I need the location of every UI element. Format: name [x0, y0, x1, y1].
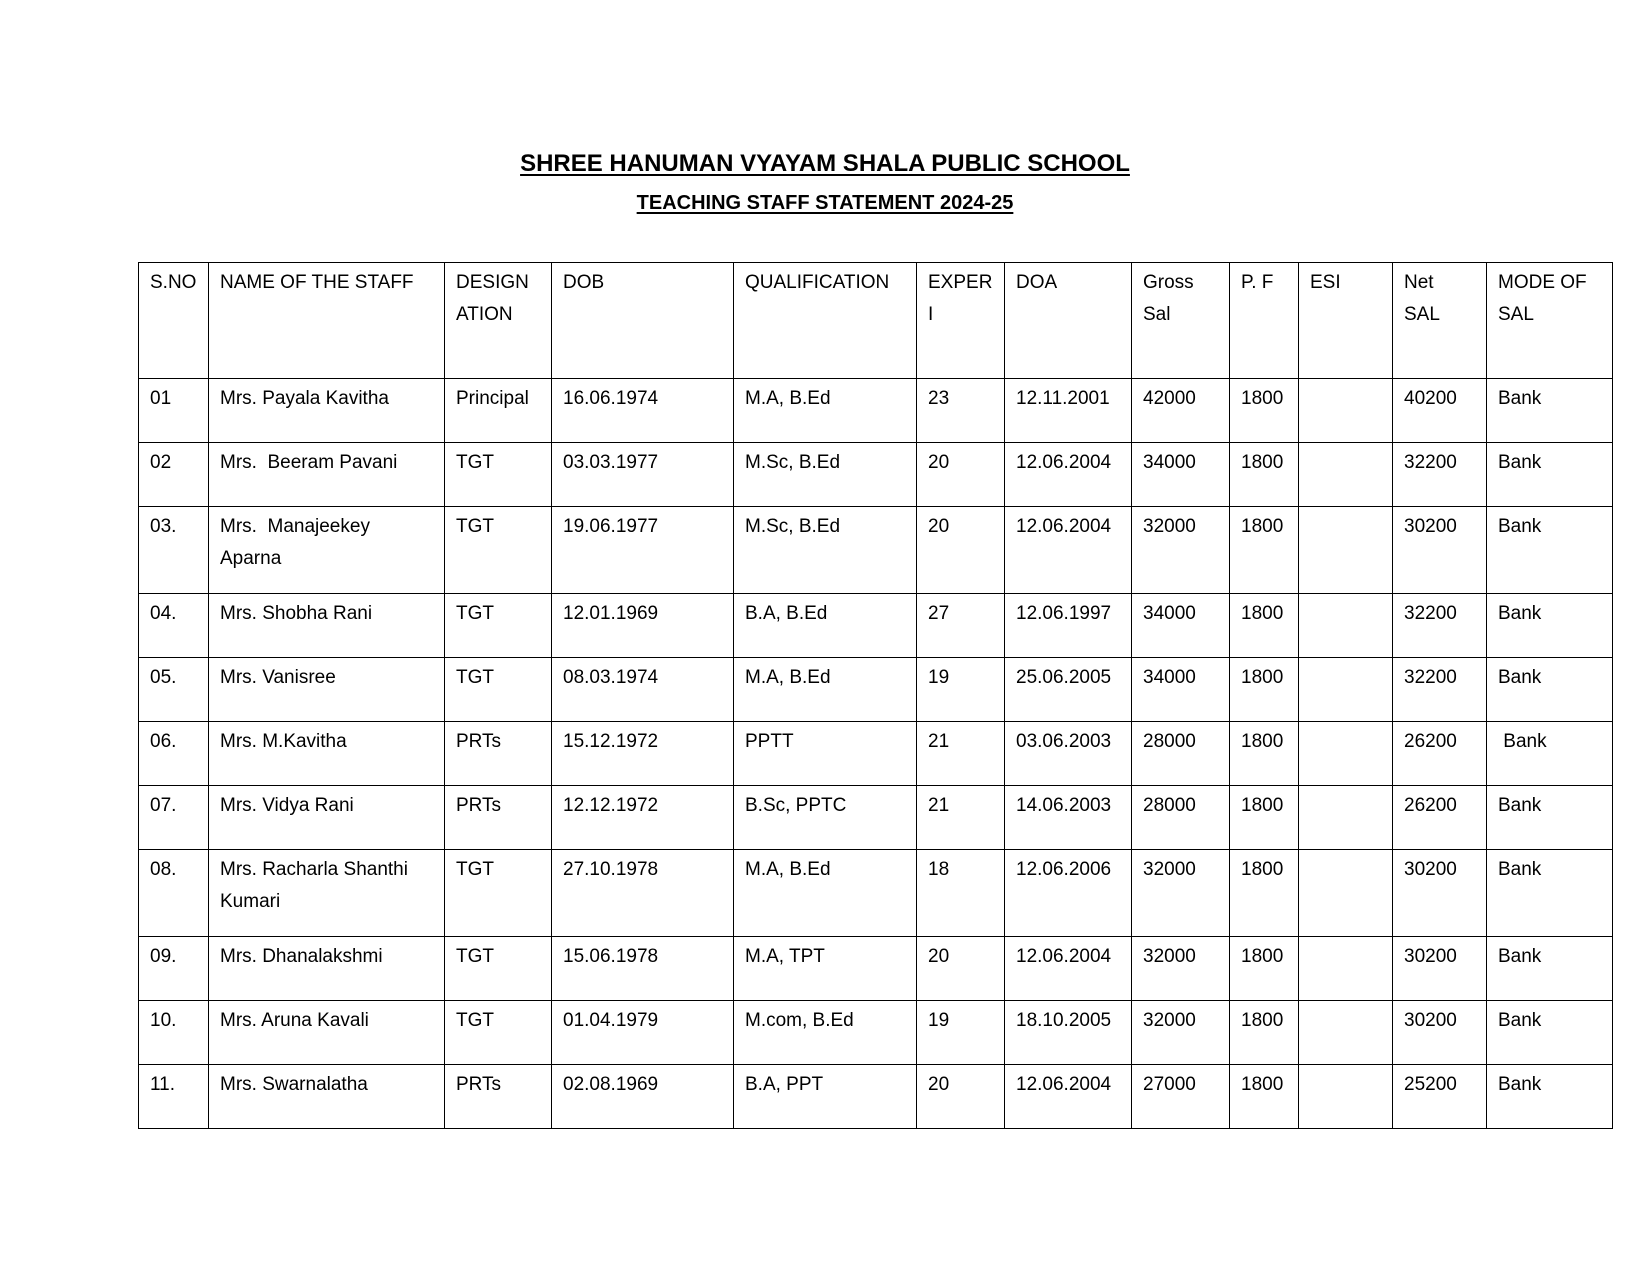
- cell-gross-sal: 27000: [1132, 1065, 1230, 1129]
- cell-name: Mrs. Vidya Rani: [209, 786, 445, 850]
- cell-mode-of-sal: Bank: [1487, 594, 1613, 658]
- cell-net-sal: 25200: [1393, 1065, 1487, 1129]
- cell-mode-of-sal: Bank: [1487, 658, 1613, 722]
- cell-experience: 18: [917, 850, 1005, 937]
- cell-mode-of-sal: Bank: [1487, 937, 1613, 1001]
- table-row: [139, 1065, 1613, 1129]
- cell-dob: 08.03.1974: [552, 658, 734, 722]
- cell-sno: 10.: [139, 1001, 209, 1065]
- staff-table: [138, 262, 1613, 1129]
- cell-esi: [1299, 786, 1393, 850]
- cell-qualification: M.Sc, B.Ed: [734, 507, 917, 594]
- cell-pf: 1800: [1230, 507, 1299, 594]
- cell-experience: 20: [917, 937, 1005, 1001]
- cell-sno: 01: [139, 379, 209, 443]
- cell-gross-sal: 34000: [1132, 658, 1230, 722]
- header-dob: DOB: [552, 263, 734, 379]
- cell-net-sal: 26200: [1393, 786, 1487, 850]
- cell-sno: 09.: [139, 937, 209, 1001]
- table-row: [139, 722, 1613, 786]
- cell-pf: 1800: [1230, 1001, 1299, 1065]
- header-name: NAME OF THE STAFF: [209, 263, 445, 379]
- cell-sno: 08.: [139, 850, 209, 937]
- cell-pf: 1800: [1230, 658, 1299, 722]
- table-body: [139, 379, 1613, 1129]
- cell-designation: PRTs: [445, 722, 552, 786]
- cell-pf: 1800: [1230, 786, 1299, 850]
- cell-doa: 14.06.2003: [1005, 786, 1132, 850]
- cell-net-sal: 32200: [1393, 594, 1487, 658]
- cell-experience: 20: [917, 1065, 1005, 1129]
- cell-gross-sal: 32000: [1132, 1001, 1230, 1065]
- cell-dob: 02.08.1969: [552, 1065, 734, 1129]
- cell-doa: 12.11.2001: [1005, 379, 1132, 443]
- cell-esi: [1299, 937, 1393, 1001]
- cell-name: Mrs. Payala Kavitha: [209, 379, 445, 443]
- table-row: [139, 786, 1613, 850]
- cell-qualification: M.A, B.Ed: [734, 379, 917, 443]
- cell-name: Mrs. Swarnalatha: [209, 1065, 445, 1129]
- cell-pf: 1800: [1230, 379, 1299, 443]
- cell-doa: 25.06.2005: [1005, 658, 1132, 722]
- cell-net-sal: 32200: [1393, 443, 1487, 507]
- cell-qualification: M.A, B.Ed: [734, 658, 917, 722]
- cell-qualification: M.A, B.Ed: [734, 850, 917, 937]
- table-row: [139, 658, 1613, 722]
- header-esi: ESI: [1299, 263, 1393, 379]
- header-sno: S.NO: [139, 263, 209, 379]
- cell-name: Mrs. Racharla Shanthi Kumari: [209, 850, 445, 937]
- cell-dob: 16.06.1974: [552, 379, 734, 443]
- cell-designation: TGT: [445, 1001, 552, 1065]
- table-row: [139, 443, 1613, 507]
- cell-mode-of-sal: Bank: [1487, 443, 1613, 507]
- cell-gross-sal: 42000: [1132, 379, 1230, 443]
- cell-doa: 12.06.2004: [1005, 507, 1132, 594]
- header-doa: DOA: [1005, 263, 1132, 379]
- cell-gross-sal: 34000: [1132, 443, 1230, 507]
- cell-net-sal: 30200: [1393, 1001, 1487, 1065]
- cell-name: Mrs. Aruna Kavali: [209, 1001, 445, 1065]
- cell-pf: 1800: [1230, 937, 1299, 1001]
- cell-sno: 02: [139, 443, 209, 507]
- cell-name: Mrs. M.Kavitha: [209, 722, 445, 786]
- cell-esi: [1299, 658, 1393, 722]
- table-header-row: [139, 263, 1613, 379]
- cell-qualification: M.com, B.Ed: [734, 1001, 917, 1065]
- cell-dob: 19.06.1977: [552, 507, 734, 594]
- table-row: [139, 507, 1613, 594]
- table-row: [139, 379, 1613, 443]
- header-gross-sal: Gross Sal: [1132, 263, 1230, 379]
- cell-pf: 1800: [1230, 443, 1299, 507]
- table-row: [139, 850, 1613, 937]
- cell-qualification: PPTT: [734, 722, 917, 786]
- header-qualification: QUALIFICATION: [734, 263, 917, 379]
- document-title: SHREE HANUMAN VYAYAM SHALA PUBLIC SCHOOL: [520, 150, 1130, 177]
- cell-doa: 12.06.2004: [1005, 443, 1132, 507]
- cell-sno: 03.: [139, 507, 209, 594]
- cell-net-sal: 26200: [1393, 722, 1487, 786]
- cell-esi: [1299, 379, 1393, 443]
- cell-esi: [1299, 594, 1393, 658]
- cell-experience: 27: [917, 594, 1005, 658]
- cell-designation: TGT: [445, 507, 552, 594]
- cell-esi: [1299, 1001, 1393, 1065]
- cell-mode-of-sal: Bank: [1487, 1001, 1613, 1065]
- cell-designation: TGT: [445, 850, 552, 937]
- cell-dob: 15.06.1978: [552, 937, 734, 1001]
- cell-net-sal: 30200: [1393, 850, 1487, 937]
- cell-esi: [1299, 1065, 1393, 1129]
- cell-designation: TGT: [445, 594, 552, 658]
- cell-qualification: M.Sc, B.Ed: [734, 443, 917, 507]
- cell-experience: 19: [917, 658, 1005, 722]
- cell-dob: 15.12.1972: [552, 722, 734, 786]
- header-experience: EXPERI: [917, 263, 1005, 379]
- cell-dob: 01.04.1979: [552, 1001, 734, 1065]
- cell-designation: TGT: [445, 658, 552, 722]
- cell-mode-of-sal: Bank: [1487, 379, 1613, 443]
- cell-experience: 23: [917, 379, 1005, 443]
- cell-sno: 07.: [139, 786, 209, 850]
- cell-doa: 12.06.2006: [1005, 850, 1132, 937]
- cell-gross-sal: 28000: [1132, 786, 1230, 850]
- cell-mode-of-sal: Bank: [1487, 786, 1613, 850]
- cell-name: Mrs. Dhanalakshmi: [209, 937, 445, 1001]
- cell-designation: Principal: [445, 379, 552, 443]
- document-subtitle: TEACHING STAFF STATEMENT 2024-25: [636, 192, 1014, 214]
- cell-dob: 03.03.1977: [552, 443, 734, 507]
- cell-net-sal: 40200: [1393, 379, 1487, 443]
- header-mode-of-sal: MODE OF SAL: [1487, 263, 1613, 379]
- cell-designation: TGT: [445, 937, 552, 1001]
- cell-esi: [1299, 443, 1393, 507]
- cell-gross-sal: 32000: [1132, 507, 1230, 594]
- cell-sno: 05.: [139, 658, 209, 722]
- cell-qualification: B.A, B.Ed: [734, 594, 917, 658]
- header-net-sal: Net SAL: [1393, 263, 1487, 379]
- cell-mode-of-sal: Bank: [1487, 507, 1613, 594]
- cell-net-sal: 32200: [1393, 658, 1487, 722]
- cell-gross-sal: 32000: [1132, 937, 1230, 1001]
- cell-gross-sal: 34000: [1132, 594, 1230, 658]
- cell-doa: 18.10.2005: [1005, 1001, 1132, 1065]
- cell-designation: TGT: [445, 443, 552, 507]
- cell-mode-of-sal: Bank: [1487, 850, 1613, 937]
- header-pf: P. F: [1230, 263, 1299, 379]
- cell-mode-of-sal: Bank: [1487, 722, 1613, 786]
- cell-name: Mrs. Shobha Rani: [209, 594, 445, 658]
- cell-esi: [1299, 722, 1393, 786]
- cell-qualification: B.Sc, PPTC: [734, 786, 917, 850]
- cell-gross-sal: 28000: [1132, 722, 1230, 786]
- table-row: [139, 937, 1613, 1001]
- cell-designation: PRTs: [445, 786, 552, 850]
- cell-pf: 1800: [1230, 594, 1299, 658]
- cell-name: Mrs. Manajeekey Aparna: [209, 507, 445, 594]
- table-row: [139, 594, 1613, 658]
- cell-esi: [1299, 850, 1393, 937]
- cell-dob: 12.01.1969: [552, 594, 734, 658]
- cell-experience: 21: [917, 786, 1005, 850]
- header-designation: DESIGN ATION: [445, 263, 552, 379]
- cell-dob: 27.10.1978: [552, 850, 734, 937]
- cell-sno: 06.: [139, 722, 209, 786]
- cell-name: Mrs. Beeram Pavani: [209, 443, 445, 507]
- cell-sno: 04.: [139, 594, 209, 658]
- cell-qualification: B.A, PPT: [734, 1065, 917, 1129]
- cell-esi: [1299, 507, 1393, 594]
- cell-doa: 03.06.2003: [1005, 722, 1132, 786]
- cell-dob: 12.12.1972: [552, 786, 734, 850]
- cell-experience: 20: [917, 443, 1005, 507]
- cell-sno: 11.: [139, 1065, 209, 1129]
- cell-name: Mrs. Vanisree: [209, 658, 445, 722]
- cell-pf: 1800: [1230, 722, 1299, 786]
- cell-gross-sal: 32000: [1132, 850, 1230, 937]
- cell-experience: 21: [917, 722, 1005, 786]
- cell-experience: 20: [917, 507, 1005, 594]
- cell-net-sal: 30200: [1393, 507, 1487, 594]
- cell-net-sal: 30200: [1393, 937, 1487, 1001]
- cell-doa: 12.06.2004: [1005, 937, 1132, 1001]
- cell-experience: 19: [917, 1001, 1005, 1065]
- cell-pf: 1800: [1230, 1065, 1299, 1129]
- cell-pf: 1800: [1230, 850, 1299, 937]
- cell-doa: 12.06.1997: [1005, 594, 1132, 658]
- table-row: [139, 1001, 1613, 1065]
- cell-qualification: M.A, TPT: [734, 937, 917, 1001]
- cell-doa: 12.06.2004: [1005, 1065, 1132, 1129]
- cell-designation: PRTs: [445, 1065, 552, 1129]
- cell-mode-of-sal: Bank: [1487, 1065, 1613, 1129]
